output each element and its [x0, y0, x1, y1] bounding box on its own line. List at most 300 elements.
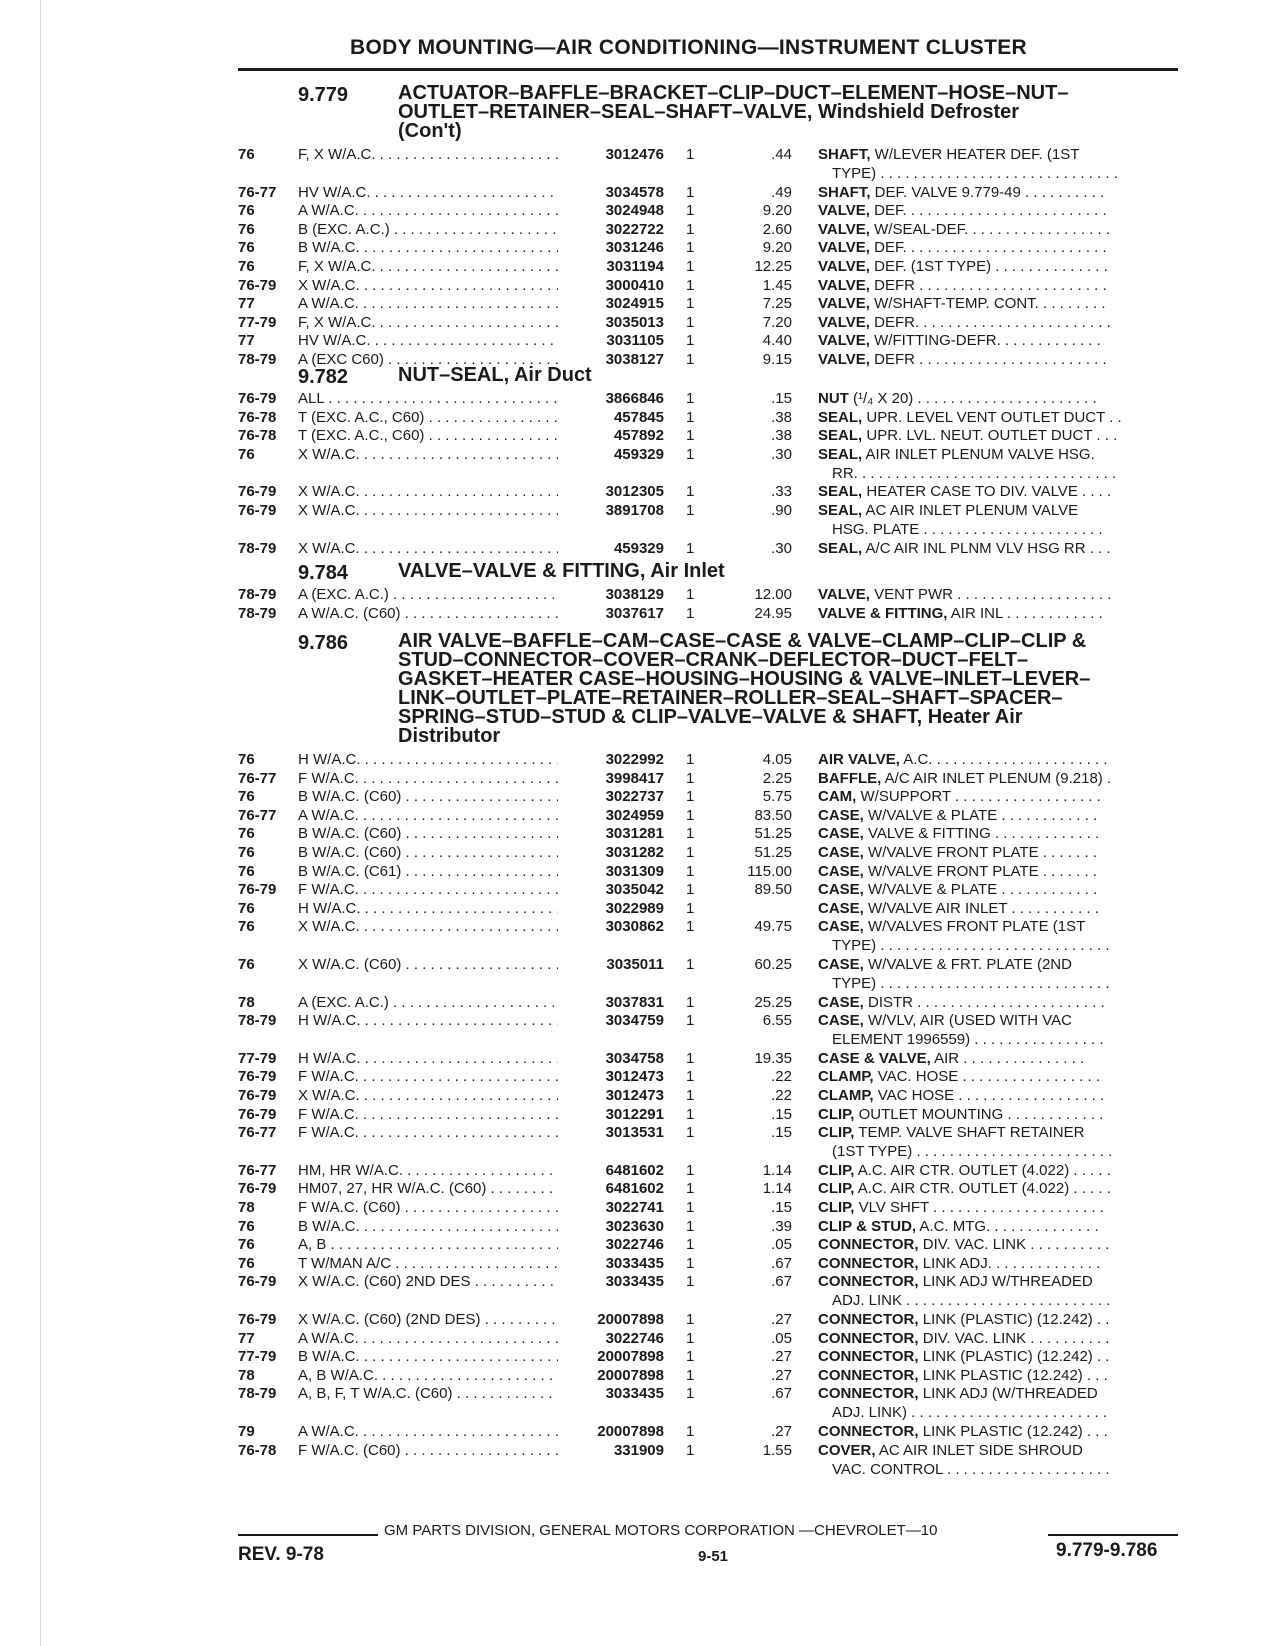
model-code: X W/A.C. (C60) (2ND DES) . . .	[298, 1310, 558, 1329]
price: .15	[771, 1105, 792, 1123]
model-year: 79	[238, 1423, 255, 1440]
model-code: B W/A.C. (C60) . . .	[298, 787, 558, 806]
model-year: 76	[238, 146, 255, 163]
footer-revision: REV. 9-78	[238, 1544, 324, 1565]
quantity: 1	[686, 1199, 695, 1216]
part-number: 3033435	[605, 1254, 664, 1272]
description-text: A.C. MTG. . . . . . . . . . . . . .	[916, 1217, 1099, 1235]
description-keyword: VALVE,	[818, 351, 870, 368]
description-keyword: VALVE,	[818, 202, 870, 220]
model-code: ALL . . .	[298, 389, 558, 408]
description-text: VAC. HOSE . . . . . . . . . . . . . . . . .	[873, 1068, 1100, 1086]
part-description	[818, 1198, 1180, 1217]
model-code: X W/A.C. . . .	[298, 501, 558, 520]
description-keyword: CONNECTOR,	[818, 1273, 919, 1291]
model-code: F W/A.C. . . .	[298, 1105, 558, 1124]
part-description	[818, 880, 1180, 899]
description-text: AIR INLET PLENUM VALVE HSG.	[862, 445, 1095, 463]
part-number: 3998417	[605, 769, 664, 787]
quantity: 1	[686, 1217, 695, 1235]
section-title-line: AIR VALVE–BAFFLE–CAM–CASE–CASE & VALVE–CLAMP–CLIP–CLIP &	[398, 630, 1087, 652]
model-code: X W/A.C. . . .	[298, 539, 558, 558]
part-number: 3891708	[605, 502, 664, 519]
quantity: 1	[686, 313, 695, 331]
description-continuation: TYPE) . . . . . . . . . . . . . . . . . . . . . . . . . . . .	[832, 937, 1110, 955]
part-number: 3031309	[605, 862, 664, 880]
price: 9.20	[762, 239, 792, 257]
description-keyword: CAM,	[818, 788, 857, 806]
model-code: X W/A.C. . . .	[298, 1086, 558, 1105]
section-title-line: Distributor	[398, 725, 501, 747]
description-text: W/VALVE & PLATE . . . . . . . . . . . .	[863, 806, 1098, 824]
description-line	[818, 1366, 1180, 1385]
model-code: X W/A.C. . . .	[298, 482, 558, 501]
description-continuation: ADJ. LINK) . . . . . . . . . . . . . . . . . . . . . . . .	[832, 1404, 1108, 1422]
description-line	[818, 201, 1180, 220]
model-code: F W/A.C. (C60) . . .	[298, 1198, 558, 1217]
part-description	[818, 862, 1180, 881]
description-text: A.C. . . . . . . . . . . . . . . . . . . . . .	[899, 751, 1108, 768]
quantity: 1	[686, 1236, 695, 1254]
model-year: 76	[238, 899, 255, 917]
part-number: 459329	[613, 445, 664, 463]
description-text: W/VALVE AIR INLET . . . . . . . . . . .	[863, 899, 1099, 917]
footer-section-range: 9.779-9.786	[1056, 1540, 1158, 1561]
part-description	[818, 539, 1180, 558]
quantity: 1	[686, 202, 695, 220]
description-line	[818, 1179, 1180, 1198]
footer-rule-left	[238, 1534, 378, 1536]
price: .05	[771, 1236, 792, 1254]
part-number: 3037831	[605, 993, 664, 1011]
price: 51.25	[754, 825, 792, 843]
part-description	[818, 585, 1180, 604]
model-code: A W/A.C. . . .	[298, 1329, 558, 1348]
quantity: 1	[686, 956, 695, 973]
description-keyword: SHAFT,	[818, 183, 871, 201]
description-text: OUTLET MOUNTING . . . . . . . . . . . .	[854, 1105, 1104, 1123]
part-description	[818, 257, 1180, 276]
part-number: 20007898	[597, 1348, 664, 1366]
part-number: 3035011	[606, 956, 664, 973]
description-keyword: VALVE,	[818, 295, 870, 313]
price: 2.60	[762, 220, 792, 238]
description-keyword: CLAMP,	[818, 1068, 874, 1086]
description-text: VENT PWR . . . . . . . . . . . . . . . . . . .	[869, 586, 1112, 603]
section-title-line: VALVE–VALVE & FITTING, Air Inlet	[398, 560, 725, 582]
model-year: 76	[238, 445, 255, 463]
price: .67	[771, 1273, 792, 1291]
description-keyword: VALVE,	[818, 220, 870, 238]
description-line	[818, 843, 1180, 862]
part-description	[818, 1235, 1180, 1254]
price: 6.55	[762, 1012, 792, 1030]
part-description	[818, 1441, 1180, 1479]
description-text: HEATER CASE TO DIV. VALVE . . . .	[862, 483, 1112, 501]
price: 19.35	[754, 1049, 792, 1067]
model-code: HV W/A.C. . . .	[298, 331, 558, 350]
quantity: 1	[686, 276, 695, 294]
quantity: 1	[686, 1329, 695, 1347]
description-line	[818, 426, 1180, 445]
quantity: 1	[686, 788, 695, 806]
description-text: A.C. AIR CTR. OUTLET (4.022) . . . . .	[854, 1180, 1111, 1198]
quantity: 1	[686, 1273, 695, 1291]
part-number: 3033435	[605, 1273, 664, 1291]
part-number: 3013531	[605, 1124, 664, 1142]
part-description	[818, 331, 1180, 350]
part-description	[818, 1067, 1180, 1086]
description-text: LINK ADJ W/THREADED	[918, 1273, 1093, 1291]
quantity: 1	[686, 825, 695, 843]
description-line	[818, 1384, 1180, 1403]
part-number: 6481602	[605, 1180, 664, 1198]
description-keyword: COVER,	[818, 1441, 876, 1459]
quantity: 1	[686, 751, 695, 768]
part-number: 3031281	[605, 825, 664, 843]
part-number: 3012291	[605, 1105, 664, 1123]
price: .49	[771, 183, 792, 201]
description-text: A/C AIR INL PLNM VLV HSG RR . . .	[862, 539, 1111, 557]
part-description	[818, 220, 1180, 239]
part-number: 457892	[613, 427, 664, 445]
model-year: 76-79	[238, 390, 277, 407]
part-number: 3031105	[606, 332, 664, 350]
description-text: DEFR. . . . . . . . . . . . . . . . . . . . . . . .	[869, 313, 1111, 331]
description-text: A.C. AIR CTR. OUTLET (4.022) . . . . .	[854, 1161, 1111, 1179]
part-number: 3012305	[605, 483, 664, 501]
model-code: A W/A.C. . . .	[298, 806, 558, 825]
description-text: LINK (PLASTIC) (12.242) . .	[918, 1348, 1110, 1366]
model-year: 77	[238, 1329, 255, 1347]
description-keyword: CLIP,	[818, 1161, 855, 1179]
part-description	[818, 276, 1180, 295]
quantity: 1	[686, 1124, 695, 1142]
model-code: F W/A.C. . . .	[298, 769, 558, 788]
description-keyword: CASE,	[818, 844, 864, 861]
description-line	[818, 1067, 1180, 1086]
model-year: 76	[238, 220, 255, 238]
description-line	[818, 1105, 1180, 1124]
part-description	[818, 787, 1180, 806]
section-title	[398, 632, 1178, 746]
part-description	[818, 917, 1180, 955]
quantity: 1	[686, 351, 695, 368]
description-line	[818, 769, 1180, 788]
quantity: 1	[686, 539, 695, 557]
description-keyword: AIR VALVE,	[818, 751, 900, 768]
section-title	[398, 84, 1178, 141]
section-title-line: ACTUATOR–BAFFLE–BRACKET–CLIP–DUCT–ELEMENT–HOSE–NUT–	[398, 82, 1069, 104]
price: 4.40	[762, 332, 792, 350]
section-title-line: SPRING–STUD–STUD & CLIP–VALVE–VALVE & SHAFT, Heater Air	[398, 706, 1023, 728]
part-number: 3022722	[605, 220, 664, 238]
description-continuation: TYPE) . . . . . . . . . . . . . . . . . . . . . . . . . . . .	[832, 975, 1110, 992]
description-text: DIV. VAC. LINK . . . . . . . . . .	[918, 1329, 1110, 1347]
model-year: 76	[238, 1217, 255, 1235]
quantity: 1	[686, 1423, 695, 1440]
description-line	[818, 604, 1180, 623]
model-year: 77	[238, 332, 255, 350]
description-line	[818, 917, 1180, 936]
section-title	[398, 366, 1178, 385]
description-line	[818, 585, 1180, 604]
description-text: AC AIR INLET SIDE SHROUD	[875, 1441, 1083, 1459]
description-line	[818, 445, 1180, 464]
model-code: F W/A.C. . . .	[298, 1123, 558, 1142]
description-text: LINK (PLASTIC) (12.242) . .	[918, 1311, 1110, 1328]
description-continuation: VAC. CONTROL . . . . . . . . . . . . . . . . . . . .	[832, 1460, 1110, 1478]
model-year: 76-79	[238, 276, 277, 294]
part-description	[818, 1161, 1180, 1180]
price: .22	[771, 1087, 792, 1104]
price: .67	[771, 1385, 792, 1403]
part-number: 3023630	[605, 1217, 664, 1235]
margin-line	[40, 0, 41, 1646]
part-description	[818, 899, 1180, 918]
model-year: 78	[238, 1366, 255, 1384]
footer-publisher: GM PARTS DIVISION, GENERAL MOTORS CORPORATION —CHEVROLET—10	[384, 1522, 938, 1539]
model-code: A W/A.C. . . .	[298, 294, 558, 313]
price: 2.25	[762, 769, 792, 787]
quantity: 1	[686, 295, 695, 313]
part-description	[818, 1384, 1180, 1422]
description-line	[818, 1198, 1180, 1217]
part-number: 3022741	[605, 1199, 664, 1216]
description-text: W/SEAL-DEF. . . . . . . . . . . . . . . . . .	[869, 220, 1110, 238]
price: 12.00	[754, 586, 792, 603]
description-keyword: SEAL,	[818, 427, 863, 445]
description-keyword: CLIP & STUD,	[818, 1217, 917, 1235]
description-keyword: CLAMP,	[818, 1087, 874, 1104]
description-text: W/VALVE FRONT PLATE . . . . . . .	[863, 844, 1097, 861]
price: 9.20	[762, 202, 792, 220]
description-text: A/C AIR INLET PLENUM (9.218) .	[881, 769, 1112, 787]
description-line	[818, 1272, 1180, 1291]
part-description	[818, 1329, 1180, 1348]
description-keyword: CASE,	[818, 993, 864, 1011]
quantity: 1	[686, 604, 695, 622]
price: .33	[771, 483, 792, 501]
model-year: 76	[238, 788, 255, 806]
price: .67	[771, 1254, 792, 1272]
price: 1.55	[762, 1441, 792, 1459]
description-keyword: VALVE,	[818, 258, 870, 275]
description-text: DIV. VAC. LINK . . . . . . . . . .	[918, 1236, 1110, 1254]
part-description	[818, 824, 1180, 843]
description-keyword: SEAL,	[818, 408, 863, 426]
part-description	[818, 993, 1180, 1012]
model-code: A (EXC. A.C.) . . .	[298, 993, 558, 1012]
description-text: LINK PLASTIC (12.242) . . .	[918, 1366, 1108, 1384]
description-continuation: HSG. PLATE . . . . . . . . . . . . . . . . . . . . . .	[832, 521, 1103, 538]
section-title	[398, 562, 1178, 581]
part-description	[818, 1105, 1180, 1124]
description-keyword: VALVE,	[818, 239, 870, 257]
model-year: 78	[238, 1199, 255, 1216]
price: 12.25	[754, 258, 792, 275]
section-number: 9.779	[298, 84, 349, 106]
description-continuation: RR. . . . . . . . . . . . . . . . . . . . . . . . . . . . . . . .	[832, 464, 1117, 482]
model-code: F W/A.C. . . .	[298, 880, 558, 899]
price: 7.25	[762, 295, 792, 313]
price: .27	[771, 1423, 792, 1440]
description-line	[818, 1235, 1180, 1254]
description-keyword: VALVE,	[818, 586, 870, 603]
description-continuation: (1ST TYPE) . . . . . . . . . . . . . . . . . . . . . . . .	[832, 1143, 1113, 1161]
model-year: 76	[238, 862, 255, 880]
description-line	[818, 220, 1180, 239]
price: .30	[771, 539, 792, 557]
part-number: 459329	[613, 539, 664, 557]
description-line	[818, 1086, 1180, 1105]
description-text: DEF. . . . . . . . . . . . . . . . . . . . . . . . .	[869, 239, 1107, 257]
description-keyword: CONNECTOR,	[818, 1254, 919, 1272]
part-description	[818, 604, 1180, 623]
model-year: 76-77	[238, 769, 277, 787]
description-line	[818, 1329, 1180, 1348]
description-keyword: CONNECTOR,	[818, 1348, 919, 1366]
description-line	[818, 993, 1180, 1012]
model-code: B (EXC. A.C.) . . .	[298, 220, 558, 239]
description-text: LINK ADJ (W/THREADED	[918, 1385, 1098, 1403]
part-description	[818, 806, 1180, 825]
part-number: 3866846	[605, 390, 664, 407]
part-number: 3022992	[605, 751, 664, 768]
model-code: A (EXC C60) . . .	[298, 350, 558, 369]
model-year: 78-79	[238, 1012, 277, 1030]
model-year: 77-79	[238, 1049, 277, 1067]
part-number: 3012476	[605, 146, 664, 163]
part-description	[818, 1422, 1180, 1441]
description-keyword: CLIP,	[818, 1199, 855, 1216]
section-title-line: GASKET–HEATER CASE–HOUSING–HOUSING & VALVE–INLET–LEVER–	[398, 668, 1091, 690]
description-text: UPR. LEVEL VENT OUTLET DUCT . .	[862, 408, 1122, 426]
description-line	[818, 880, 1180, 899]
quantity: 1	[686, 220, 695, 238]
part-description	[818, 1347, 1180, 1366]
quantity: 1	[686, 445, 695, 463]
model-year: 76-79	[238, 502, 277, 519]
price: .38	[771, 408, 792, 426]
description-keyword: SEAL,	[818, 483, 863, 501]
description-keyword: VALVE,	[818, 332, 870, 350]
quantity: 1	[686, 1161, 695, 1179]
part-description	[818, 408, 1180, 427]
description-line	[818, 1123, 1180, 1142]
model-year: 76-79	[238, 1311, 277, 1328]
description-line	[818, 862, 1180, 881]
header-rule	[238, 68, 1178, 71]
part-description	[818, 389, 1180, 408]
section-title-line: NUT–SEAL, Air Duct	[398, 364, 592, 386]
part-description	[818, 482, 1180, 501]
price: 25.25	[754, 993, 792, 1011]
description-line	[818, 1161, 1180, 1180]
footer-rule-right	[1048, 1534, 1178, 1536]
model-year: 76-78	[238, 427, 277, 445]
model-code: A W/A.C. (C60) . . .	[298, 604, 558, 623]
model-code: B W/A.C. (C60) . . .	[298, 843, 558, 862]
description-line	[818, 482, 1180, 501]
description-keyword: CASE,	[818, 1012, 864, 1030]
part-number: 3022746	[605, 1236, 664, 1254]
model-code: X W/A.C. . . .	[298, 445, 558, 464]
model-year: 76-78	[238, 408, 277, 426]
model-year: 76	[238, 202, 255, 220]
description-keyword: VALVE,	[818, 313, 870, 331]
description-line	[818, 750, 1180, 769]
description-keyword: CONNECTOR,	[818, 1366, 919, 1384]
model-code: T W/MAN A/C . . .	[298, 1254, 558, 1273]
price: .27	[771, 1348, 792, 1366]
model-year: 78-79	[238, 586, 277, 603]
description-keyword: BAFFLE,	[818, 769, 882, 787]
model-code: HM, HR W/A.C. . . .	[298, 1161, 558, 1180]
model-code: A, B W/A.C. . . .	[298, 1366, 558, 1385]
description-line	[818, 539, 1180, 558]
description-keyword: CASE,	[818, 862, 864, 880]
section-title-line: LINK–OUTLET–PLATE–RETAINER–ROLLER–SEAL–SHAFT–SPACER–	[398, 687, 1063, 709]
quantity: 1	[686, 408, 695, 426]
part-description	[818, 1086, 1180, 1105]
part-number: 20007898	[597, 1311, 664, 1328]
model-year: 76-77	[238, 1161, 277, 1179]
part-number: 3034578	[605, 183, 664, 201]
description-text: W/VALVE & FRT. PLATE (2ND	[863, 956, 1072, 973]
description-text: DEFR . . . . . . . . . . . . . . . . . . . . . . .	[869, 351, 1107, 368]
model-year: 76	[238, 918, 255, 936]
part-description	[818, 201, 1180, 220]
description-line	[818, 294, 1180, 313]
description-line	[818, 238, 1180, 257]
price: 83.50	[754, 806, 792, 824]
description-text: VAC HOSE . . . . . . . . . . . . . . . . . .	[873, 1087, 1105, 1104]
model-year: 76	[238, 1254, 255, 1272]
price: .39	[771, 1217, 792, 1235]
price: 1.14	[762, 1180, 792, 1198]
part-number: 3035042	[605, 881, 664, 899]
description-text: DEF. VALVE 9.779-49 . . . . . . . . . .	[870, 183, 1105, 201]
description-line	[818, 408, 1180, 427]
description-line	[818, 806, 1180, 825]
quantity: 1	[686, 862, 695, 880]
price: 24.95	[754, 604, 792, 622]
model-year: 76	[238, 956, 255, 973]
description-text: W/VLV, AIR (USED WITH VAC	[863, 1012, 1072, 1030]
quantity: 1	[686, 502, 695, 519]
part-description	[818, 750, 1180, 769]
price: 1.45	[762, 276, 792, 294]
model-year: 78-79	[238, 351, 277, 368]
quantity: 1	[686, 427, 695, 445]
description-text: AC AIR INLET PLENUM VALVE	[862, 502, 1079, 519]
description-text: VALVE & FITTING . . . . . . . . . . . . .	[863, 825, 1100, 843]
part-number: 3031282	[605, 844, 664, 861]
part-number: 6481602	[605, 1161, 664, 1179]
description-line	[818, 1049, 1180, 1068]
quantity: 1	[686, 1348, 695, 1366]
part-number: 3022989	[605, 899, 664, 917]
part-description	[818, 238, 1180, 257]
description-line	[818, 257, 1180, 276]
part-description	[818, 1179, 1180, 1198]
part-description	[818, 1366, 1180, 1385]
price: .44	[771, 146, 792, 163]
model-code: HM07, 27, HR W/A.C. (C60) . . .	[298, 1179, 558, 1198]
description-line	[818, 1011, 1180, 1030]
quantity: 1	[686, 1254, 695, 1272]
